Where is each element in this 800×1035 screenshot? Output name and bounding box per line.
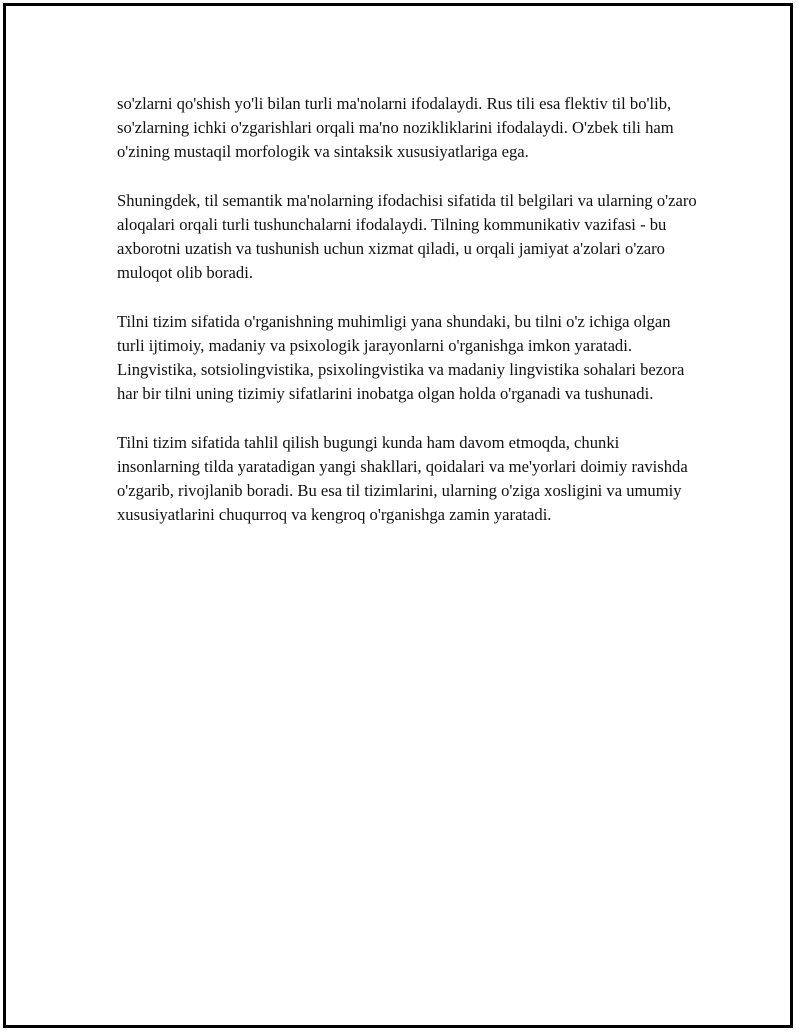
- paragraph-2: Shuningdek, til semantik ma'nolarning ifodachisi sifatida til belgilari va ularning o'zaro aloqalari orqali turli tushunchalarni ifodalaydi. Tilning kommunikativ vazifasi - bu axborotni uzatish va tushunish uchun xizmat qiladi, u orqali jamiyat a'zolari o'zaro muloqot olib boradi.: [117, 190, 697, 283]
- paragraph-4: Tilni tizim sifatida tahlil qilish bugungi kunda ham davom etmoqda, chunki insonlarning tilda yaratadigan yangi shakllari, qoidalari va me'yorlari doimiy ravishda o'zgarib, rivojlanib boradi. Bu esa til tizimlarini, ularning o'ziga xosligini va umumiy xususiyatlarini chuqurroq va kengroq o'rganishga zamin yaratadi.: [117, 432, 688, 525]
- document-body: [117, 92, 697, 552]
- paragraph-3: Tilni tizim sifatida o'rganishning muhimligi yana shundaki, bu tilni o'z ichiga olgan turli ijtimoiy, madaniy va psixologik jarayonlarni o'rganishga imkon yaratadi. Lingvistika, sotsiolingvistika, psixolingvistika va madaniy lingvistika sohalari bezora har bir tilni uning tizimiy sifatlarini inobatga olgan holda o'rganadi va tushunadi.: [117, 311, 685, 404]
- paragraph-1: so'zlarni qo'shish yo'li bilan turli ma'nolarni ifodalaydi. Rus tili esa flektiv til bo'lib, so'zlarning ichki o'zgarishlari orqali ma'no nozikliklarini ifodalaydi. O'zbek tili ham o'zining mustaqil morfologik va sintaksik xususiyatlariga ega.: [117, 94, 674, 162]
